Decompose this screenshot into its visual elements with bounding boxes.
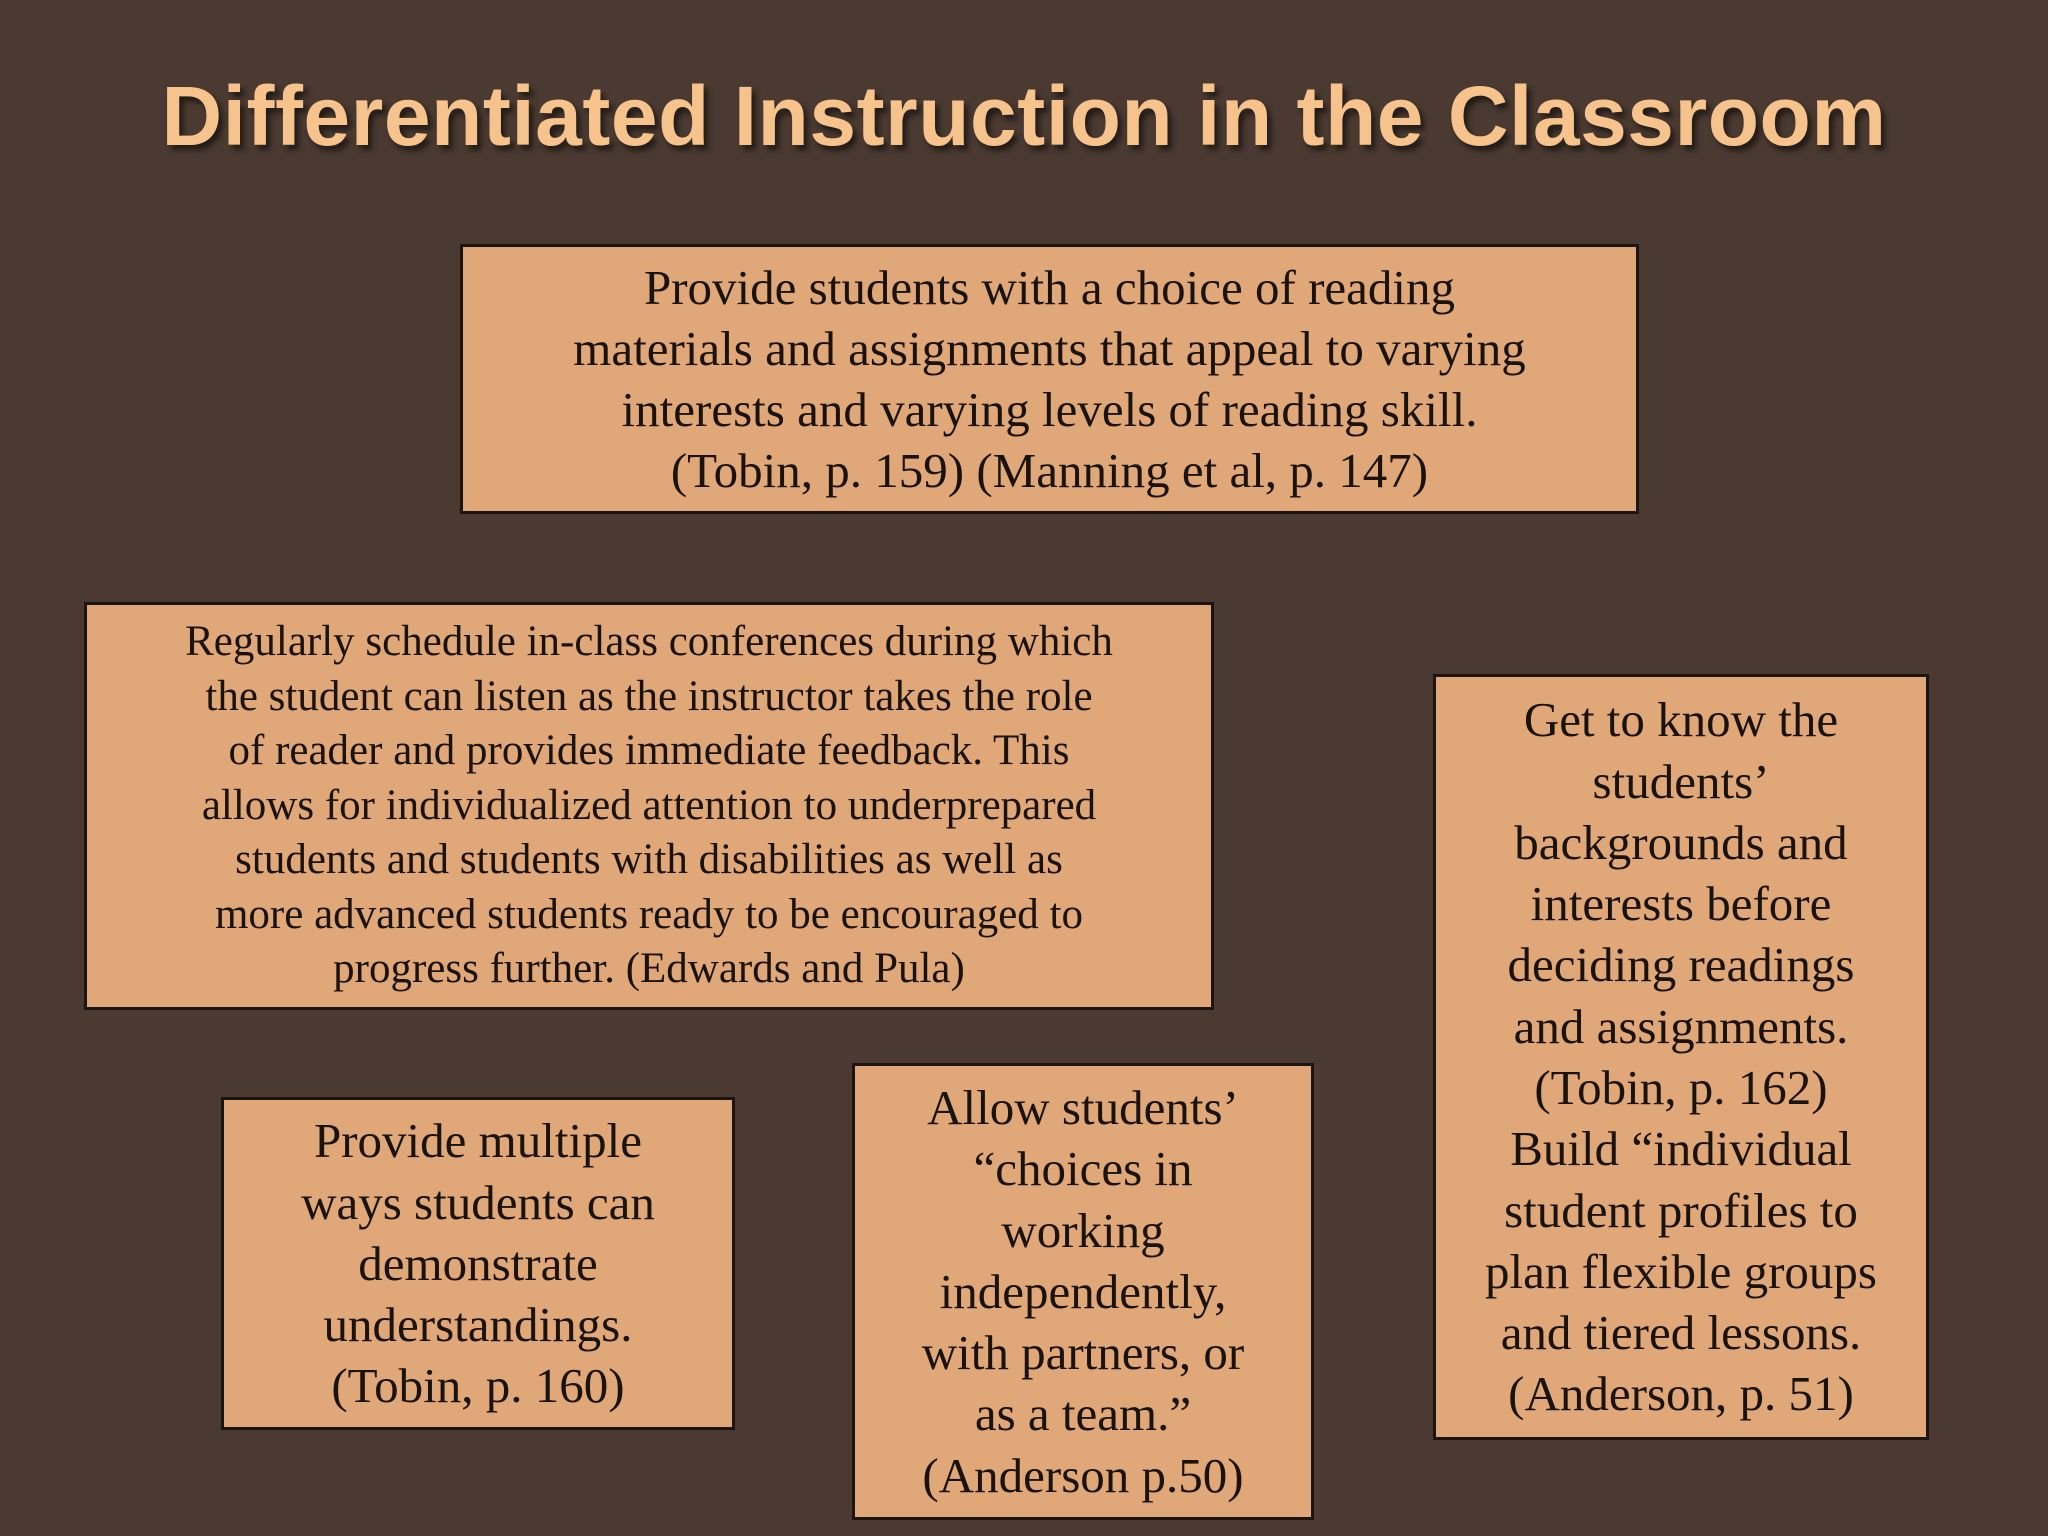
text-box-conferences-text: Regularly schedule in-class conferences during which the student can listen as the instructor takes the role of reader and provides immediate feedback. This allows for individualized attention to underprepared students and students with disabilities as well as more advanced students ready to be encouraged to progress further. (Edwards and Pula) — [185, 618, 1113, 993]
text-box-reading-choice-text: Provide students with a choice of reading materials and assignments that appeal to varying interests and varying levels of reading skill. (Tobin, p. 159) (Manning et al, p. 147) — [573, 260, 1526, 498]
text-box-student-choices — [852, 1063, 1314, 1520]
slide-title: Differentiated Instruction in the Classroom — [161, 69, 1887, 163]
text-box-know-students-text: Get to know the students’ backgrounds and interests before deciding readings and assignments. (Tobin, p. 162) Build “individual student profiles to plan flexible groups and tiered lessons. (Anderson, p. 51) — [1485, 692, 1877, 1422]
text-box-multiple-ways-text: Provide multiple ways students can demonstrate understandings. (Tobin, p. 160) — [301, 1113, 655, 1414]
text-box-conferences — [84, 602, 1214, 1010]
text-box-student-choices-text: Allow students’ “choices in working independently, with partners, or as a team.” (Anderson p.50) — [921, 1079, 1245, 1503]
text-box-reading-choice — [460, 244, 1639, 514]
text-box-know-students — [1433, 674, 1929, 1440]
text-box-multiple-ways — [221, 1097, 735, 1430]
